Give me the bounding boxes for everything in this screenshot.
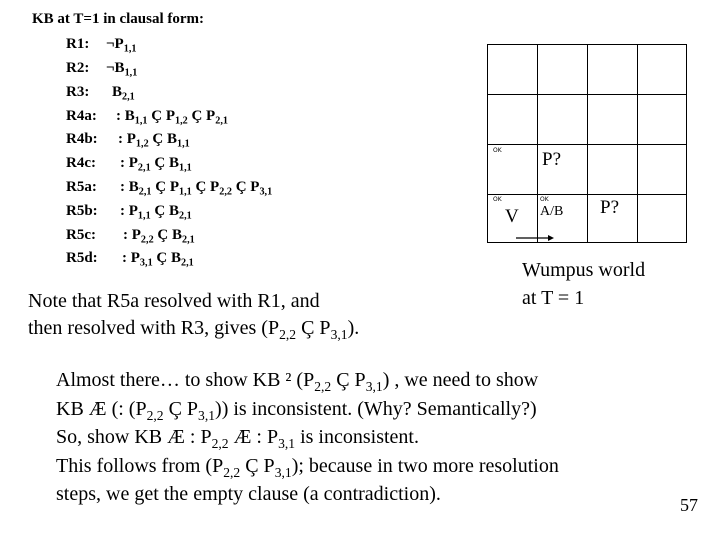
rule-id: R5b: [66, 203, 98, 219]
rule-body: : $P_{1,1}$ Ç $B_{2,1}$ [120, 203, 192, 222]
agent-breeze-label: A/B [540, 204, 564, 219]
page-number: 57 [680, 495, 698, 515]
rule-body: : $B_{1,1}$ Ç $P_{1,2}$ Ç $P_{2,1}$ [116, 108, 228, 127]
rule-id: R5a: [66, 179, 97, 195]
rule-body: $\neg P_{1,1}$ [106, 36, 137, 55]
rule-id: R4a: [66, 108, 97, 124]
pit-question-cell-3-1: P? [600, 197, 619, 218]
rule-id: R5d: [66, 250, 98, 266]
rule-body: : $P_{1,2}$ Ç $B_{1,1}$ [118, 131, 190, 150]
rule-body: : $P_{3,1}$ Ç $B_{2,1}$ [122, 250, 194, 269]
rule-body: $\neg B_{1,1}$ [106, 60, 138, 79]
ok-marker: OK [493, 196, 502, 203]
caption-line-1: Wumpus world [522, 259, 646, 281]
conclusion-paragraph [56, 366, 559, 509]
visited-marker: V [505, 206, 519, 227]
ok-marker: OK [540, 196, 549, 203]
rule-id: R4b: [66, 131, 98, 147]
wumpus-grid [487, 44, 687, 243]
rule-id: R3: [66, 84, 90, 100]
rule-id: R4c: [66, 155, 96, 171]
arrow-icon [488, 45, 688, 244]
rule-body: : $P_{2,1}$ Ç $B_{1,1}$ [120, 155, 192, 174]
paragraph-line-3: So, show KB Æ : $P_{2,2}$ Æ : $P_{3,1}$ is inconsistent. [56, 426, 419, 451]
rule-id: R1: [66, 36, 90, 52]
paragraph-line-5: steps, we get the empty clause (a contradiction). [56, 483, 441, 505]
note-line-1: Note that R5a resolved with R1, and [28, 290, 320, 312]
caption-line-2: at T = 1 [522, 287, 585, 309]
note-line-2: then resolved with R3, gives ($P_{2,2}$ Ç $P_{3,1}$). [28, 317, 360, 342]
paragraph-line-4: This follows from ($P_{2,2}$ Ç $P_{3,1}$); because in two more resolution [56, 454, 559, 480]
resolution-note [28, 288, 359, 342]
grid-caption [522, 256, 645, 312]
ok-marker: OK [493, 147, 502, 154]
kb-title: KB at T=1 in clausal form: [32, 11, 205, 27]
paragraph-line-1: Almost there… to show KB ² ($P_{2,2}$ Ç $P_{3,1}$) , we need to show [56, 369, 539, 394]
paragraph-line-2: KB Æ (: ($P_{2,2}$ Ç $P_{3,1}$)) is inconsistent. (Why? Semantically?) [56, 397, 537, 423]
rule-body: : $P_{2,2}$ Ç $B_{2,1}$ [123, 227, 195, 246]
pit-question-cell-1-2: P? [542, 149, 561, 170]
rule-body: $B_{2,1}$ [112, 84, 135, 103]
rule-id: R2: [66, 60, 90, 76]
rule-id: R5c: [66, 227, 96, 243]
rule-body: : $B_{2,1}$ Ç $P_{1,1}$ Ç $P_{2,2}$ Ç $P_{3,1}$ [120, 179, 273, 198]
